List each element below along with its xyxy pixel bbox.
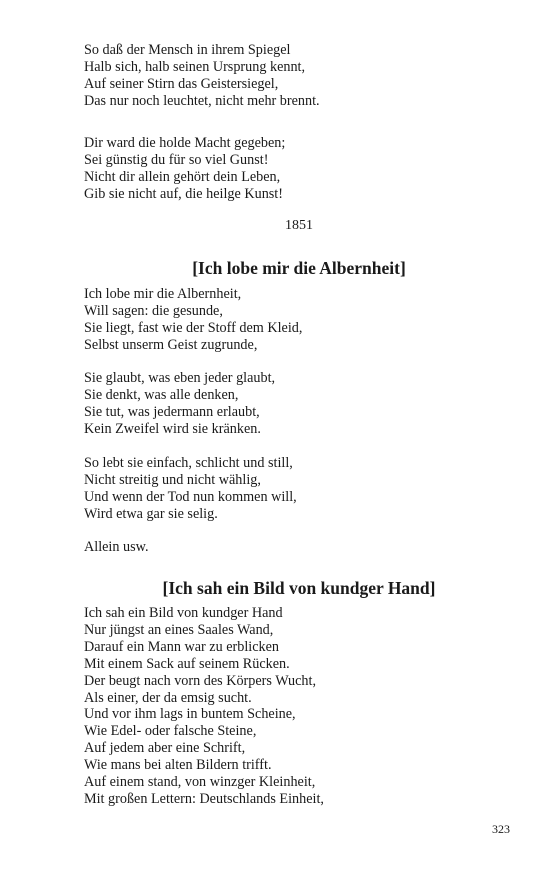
verse-line: Der beugt nach vorn des Körpers Wucht, [84,672,317,689]
verse-line: Und vor ihm lags in buntem Scheine, [84,706,296,723]
verse-line: Darauf ein Mann war zu erblicken [84,638,279,655]
verse-line: Wird etwa gar sie selig. [84,505,218,522]
verse-line: Ich lobe mir die Albernheit, [84,286,242,302]
verse-line: Sie glaubt, was eben jeder glaubt, [84,370,276,386]
stanza-albernheit-1 [84,286,302,354]
verse-line: Nicht dir allein gehört dein Leben, [84,168,281,185]
verse-line: Nicht streitig und nicht wählig, [84,471,261,488]
stanza-albernheit-4 [84,539,149,556]
verse-line: Dir ward die holde Macht gegeben; [84,135,286,151]
verse-line: Auf seiner Stirn das Geistersiegel, [84,75,279,92]
verse-line: Sie liegt, fast wie der Stoff dem Kleid, [84,319,303,336]
verse-line: Halb sich, halb seinen Ursprung kennt, [84,58,306,75]
verse-line: Auf einem stand, von winzger Kleinheit, [84,774,316,791]
verse-line: Kein Zweifel wird sie kränken. [84,420,261,437]
verse-line: Sei günstig du für so viel Gunst! [84,151,269,168]
verse-line: Mit großen Lettern: Deutschlands Einheit, [84,790,324,807]
verse-line: Gib sie nicht auf, die heilge Kunst! [84,185,283,202]
verse-line: Als einer, der da emsig sucht. [84,689,252,706]
verse-line: Sie tut, was jedermann erlaubt, [84,403,260,420]
page-number: 323 [492,822,510,836]
poem-title-albernheit: [Ich lobe mir die Albernheit] [192,258,406,278]
verse-line: Nur jüngst an eines Saales Wand, [84,621,274,638]
stanza-albernheit-2 [84,370,275,438]
verse-line: So lebt sie einfach, schlicht und still, [84,455,293,471]
verse-line: Das nur noch leuchtet, nicht mehr brennt. [84,92,320,109]
verse-line: Will sagen: die gesunde, [84,302,223,319]
poem-date: 1851 [285,218,313,233]
verse-line: So daß der Mensch in ihrem Spiegel [84,42,291,58]
verse-line: Und wenn der Tod nun kommen will, [84,488,297,505]
verse-line: Ich sah ein Bild von kundger Hand [84,605,283,621]
verse-line: Auf jedem aber eine Schrift, [84,740,246,757]
stanza-1 [84,42,320,110]
verse-line: Allein usw. [84,539,149,555]
verse-line: Selbst unserm Geist zugrunde, [84,336,258,353]
verse-line: Sie denkt, was alle denken, [84,386,239,403]
poem-title-bild: [Ich sah ein Bild von kundger Hand] [162,578,436,598]
stanza-albernheit-3 [84,455,297,523]
verse-line: Wie Edel- oder falsche Steine, [84,723,257,740]
stanza-bild-1 [84,605,324,808]
verse-line: Wie mans bei alten Bildern trifft. [84,757,272,774]
verse-line: Mit einem Sack auf seinem Rücken. [84,655,290,672]
stanza-2 [84,135,285,203]
